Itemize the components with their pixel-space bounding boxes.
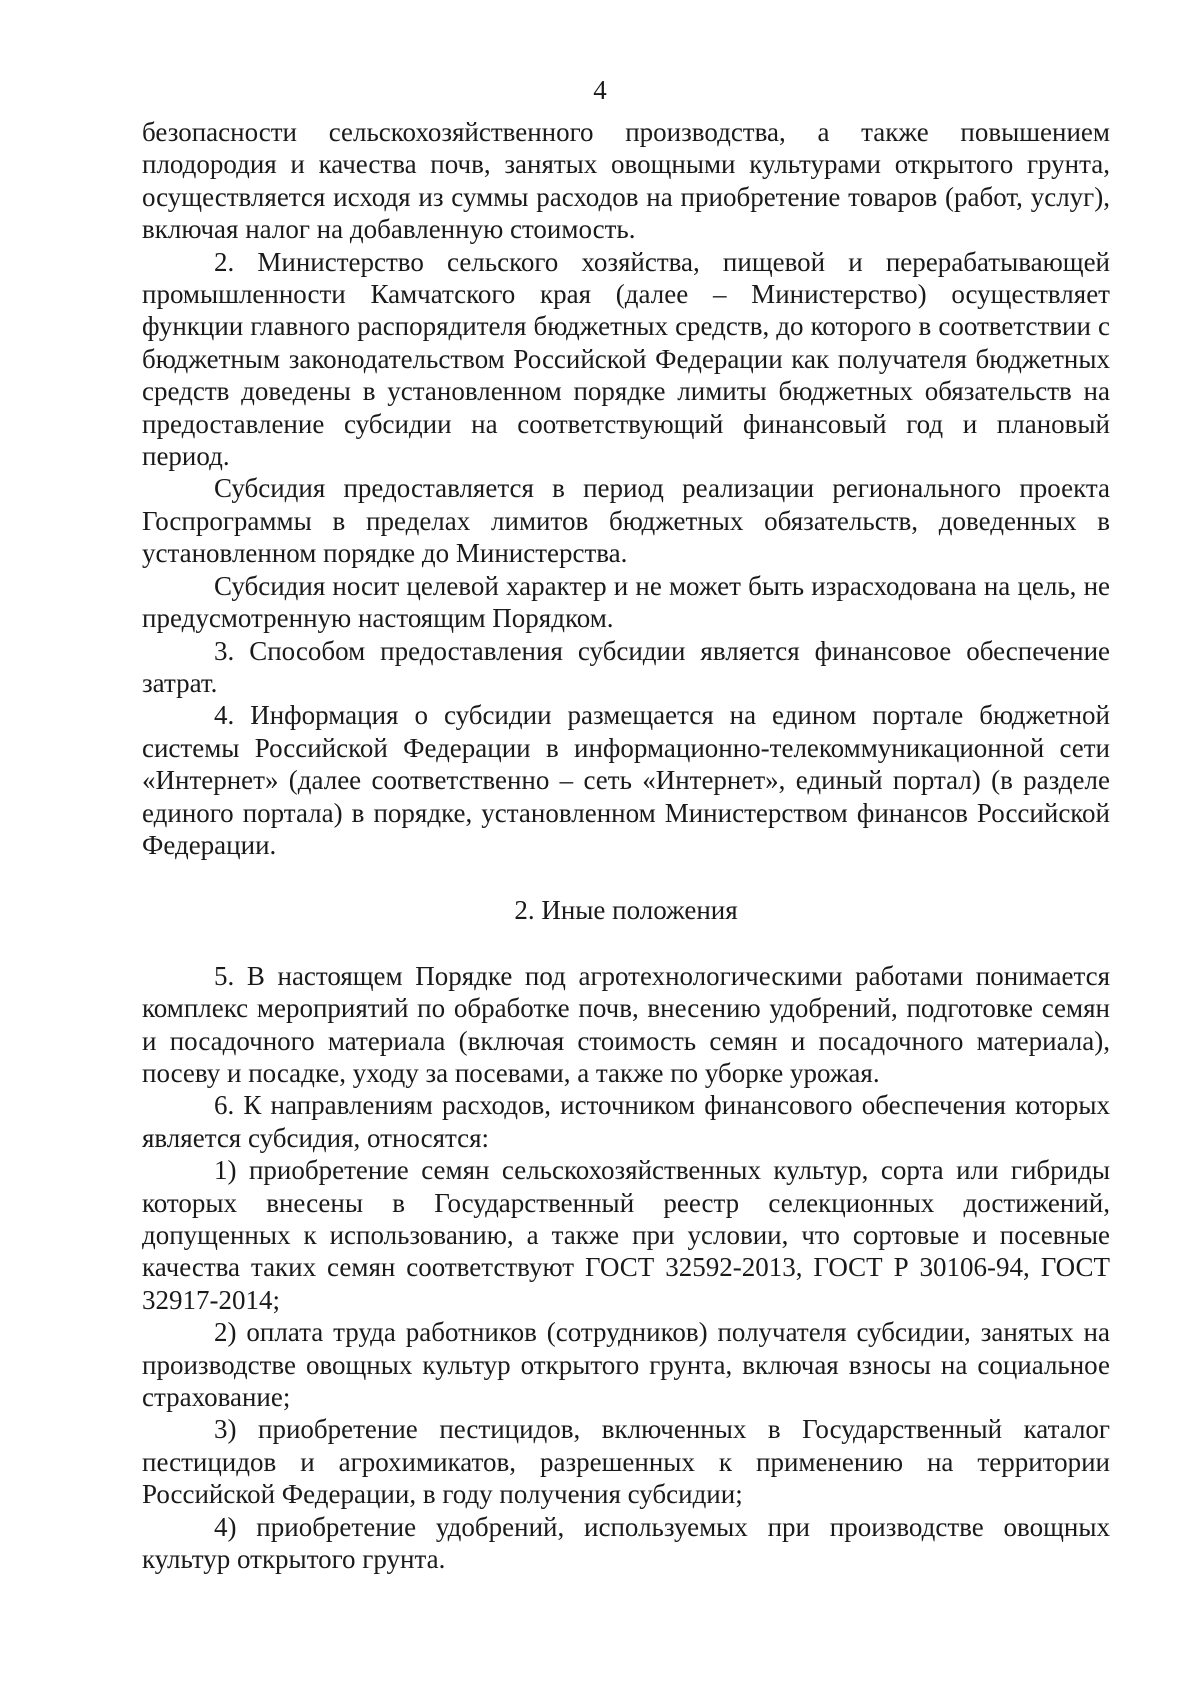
page-number: 4: [593, 75, 607, 105]
paragraph-item-6: 6. К направлениям расходов, источником финансового обеспечения которых является субсидия, относятся:: [142, 1090, 1110, 1153]
list-item-2: 2) оплата труда работников (сотрудников) получателя субсидии, занятых на производстве овощных культур открытого грунта, включая взносы на социальное страхование;: [142, 1317, 1110, 1413]
paragraph-item-4: 4. Информация о субсидии размещается на едином портале бюджетной системы Российской Федерации в информационно-телекоммуникационной сети «Интернет» (далее соответственно – сеть «Интернет», единый портал) (в разделе единого портала) в порядке, установленном Министерством финансов Российской Федерации.: [142, 700, 1110, 860]
paragraph-subsidy-period: Субсидия предоставляется в период реализации регионального проекта Госпрограммы в пределах лимитов бюджетных обязательств, доведенных в установленном порядке до Министерства.: [142, 473, 1110, 569]
paragraph-continuation: безопасности сельскохозяйственного производства, а также повышением плодородия и качества почв, занятых овощными культурами открытого грунта, осуществляется исходя из суммы расходов на приобретение товаров (работ, услуг), включая налог на добавленную стоимость.: [142, 117, 1110, 245]
list-item-1: 1) приобретение семян сельскохозяйственных культур, сорта или гибриды которых внесены в Государственный реестр селекционных достижений, допущенных к использованию, а также при условии, что сортовые и посевные качества таких семян соответствуют ГОСТ 32592-2013, ГОСТ Р 30106-94, ГОСТ 32917-2014;: [142, 1155, 1110, 1315]
section-heading: 2. Иные положения: [514, 895, 738, 926]
paragraph-item-2: 2. Министерство сельского хозяйства, пищевой и перерабатывающей промышленности Камчатского края (далее – Министерство) осуществляет функции главного распорядителя бюджетных средств, до которого в соответствии с бюджетным законодательством Российской Федерации как получателя бюджетных средств доведены в установленном порядке лимиты бюджетных обязательств на предоставление субсидии на соответствующий финансовый год и плановый период.: [142, 246, 1110, 472]
list-item-3: 3) приобретение пестицидов, включенных в Государственный каталог пестицидов и агрохимикатов, разрешенных к применению на территории Российской Федерации, в году получения субсидии;: [142, 1414, 1110, 1510]
document-body: [142, 116, 1110, 1575]
list-item-4: 4) приобретение удобрений, используемых при производстве овощных культур открытого грунта.: [142, 1511, 1110, 1575]
paragraph-subsidy-purpose: Субсидия носит целевой характер и не может быть израсходована на цель, не предусмотренную настоящим Порядком.: [142, 570, 1110, 634]
paragraph-item-5: 5. В настоящем Порядке под агротехнологическими работами понимается комплекс мероприятий по обработке почв, внесению удобрений, подготовке семян и посадочного материала (включая стоимость семян и посадочного материала), посеву и посадке, уходу за посевами, а также по уборке урожая.: [142, 960, 1110, 1088]
paragraph-item-3: 3. Способом предоставления субсидии является финансовое обеспечение затрат.: [142, 635, 1110, 698]
